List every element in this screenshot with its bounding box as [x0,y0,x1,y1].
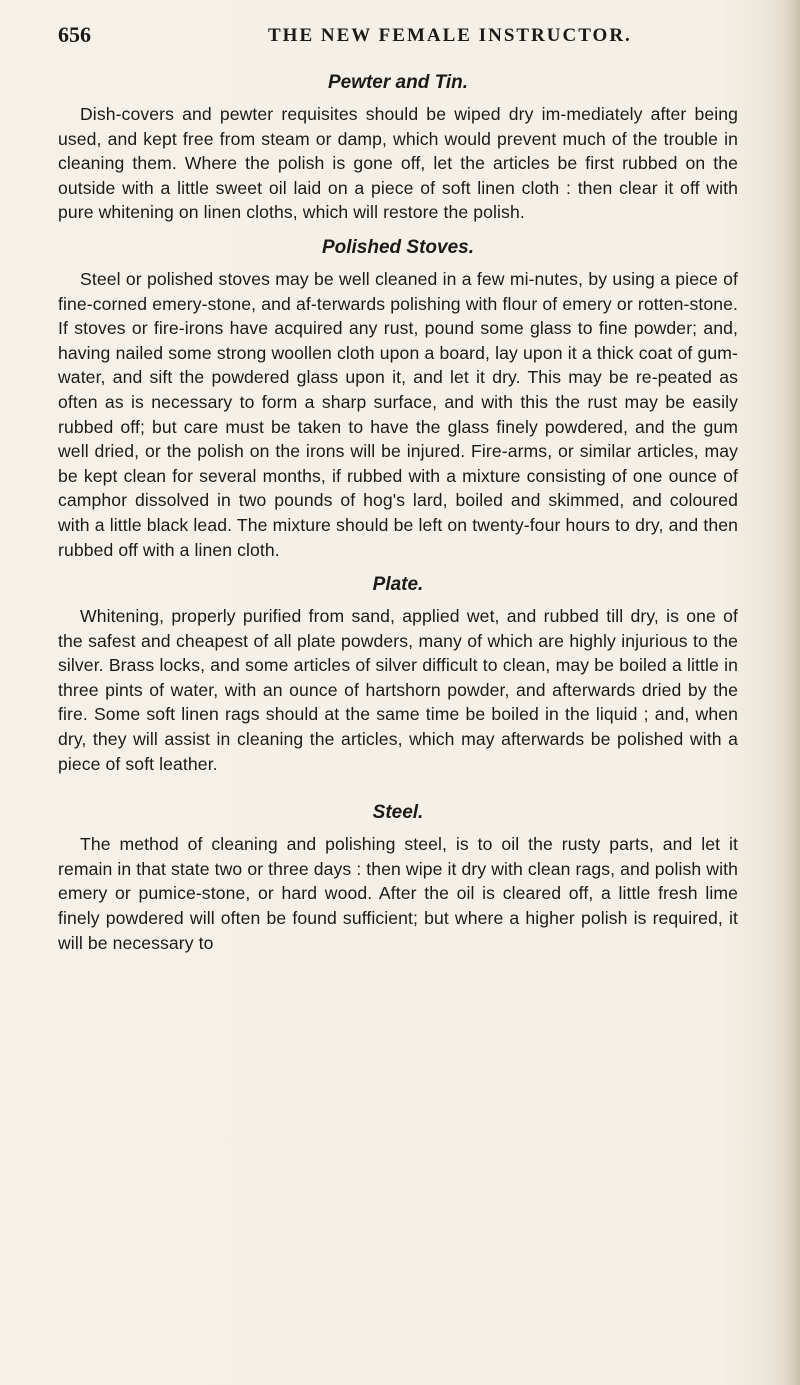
section-heading-steel: Steel. [372,802,424,824]
section-text-pewter-and-tin: Dish-covers and pewter requisites should be wiped dry im-mediately after being used, and kept free from steam or damp, which would prevent much of the trouble in cleaning them. Where the polish is gone off, let the articles be first rubbed on the outside with a little sweet oil laid on a piece of soft linen cloth : then clear it off with pure whitening on linen cloths, which will restore the polish. [58,104,738,223]
section-heading-polished-stoves: Polished Stoves. [321,236,475,258]
section-text-plate: Whitening, properly purified from sand, applied wet, and rubbed till dry, is one of the safest and cheapest of all plate powders, many of which are highly injurious to the silver. Brass locks, and some articles of silver difficult to clean, may be boiled a little in three pints of water, with an ounce of hartshorn powder, and afterwards dried by the fire. Some soft linen rags should at the same time be boiled in the liquid ; and, when dry, they will assist in cleaning the articles, which may afterwards be polished with a piece of soft leather. [58,606,738,774]
page-edge-shadow [786,0,800,1385]
section-text-polished-stoves: Steel or polished stoves may be well cleaned in a few mi-nutes, by using a piece of fine-corned emery-stone, and af-terwards polishing with flour of emery or rotten-stone. If stoves or fire-irons have acquired any rust, pound some glass to fine powder; and, having nailed some strong woollen cloth upon a board, lay upon it a thick coat of gum-water, and sift the powdered glass upon it, and let it dry. This may be re-peated as often as is necessary to form a sharp surface, and with this the rust may be easily rubbed off; but care must be taken to have the glass finely powdered, and the gum well dried, or the polish on the irons will be injured. Fire-arms, or similar articles, may be kept clean for several months, if rubbed with a mixture consisting of one ounce of camphor dissolved in two pounds of hog's lard, boiled and skimmed, and coloured with a little black lead. The mixture should be left on twenty-four hours to dry, and then rubbed off with a linen cloth. [58,268,738,560]
section-heading-pewter-and-tin: Pewter and Tin. [327,72,469,93]
page-header [58,22,738,52]
page-number: 656 [58,22,91,47]
page-body [58,70,738,965]
section-heading-plate: Plate. [372,574,424,596]
section-gap [58,786,738,800]
running-title: THE NEW FEMALE INSTRUCTOR. [268,25,632,46]
section-text-steel: The method of cleaning and polishing steel, is to oil the rusty parts, and let it remain in that state two or three days : then wipe it dry with clean rags, and polish with emery or pumice-stone, or hard wood. After the oil is cleared off, a little fresh lime finely powdered will often be found sufficient; but where a higher polish is required, it will be necessary to [58,834,738,953]
